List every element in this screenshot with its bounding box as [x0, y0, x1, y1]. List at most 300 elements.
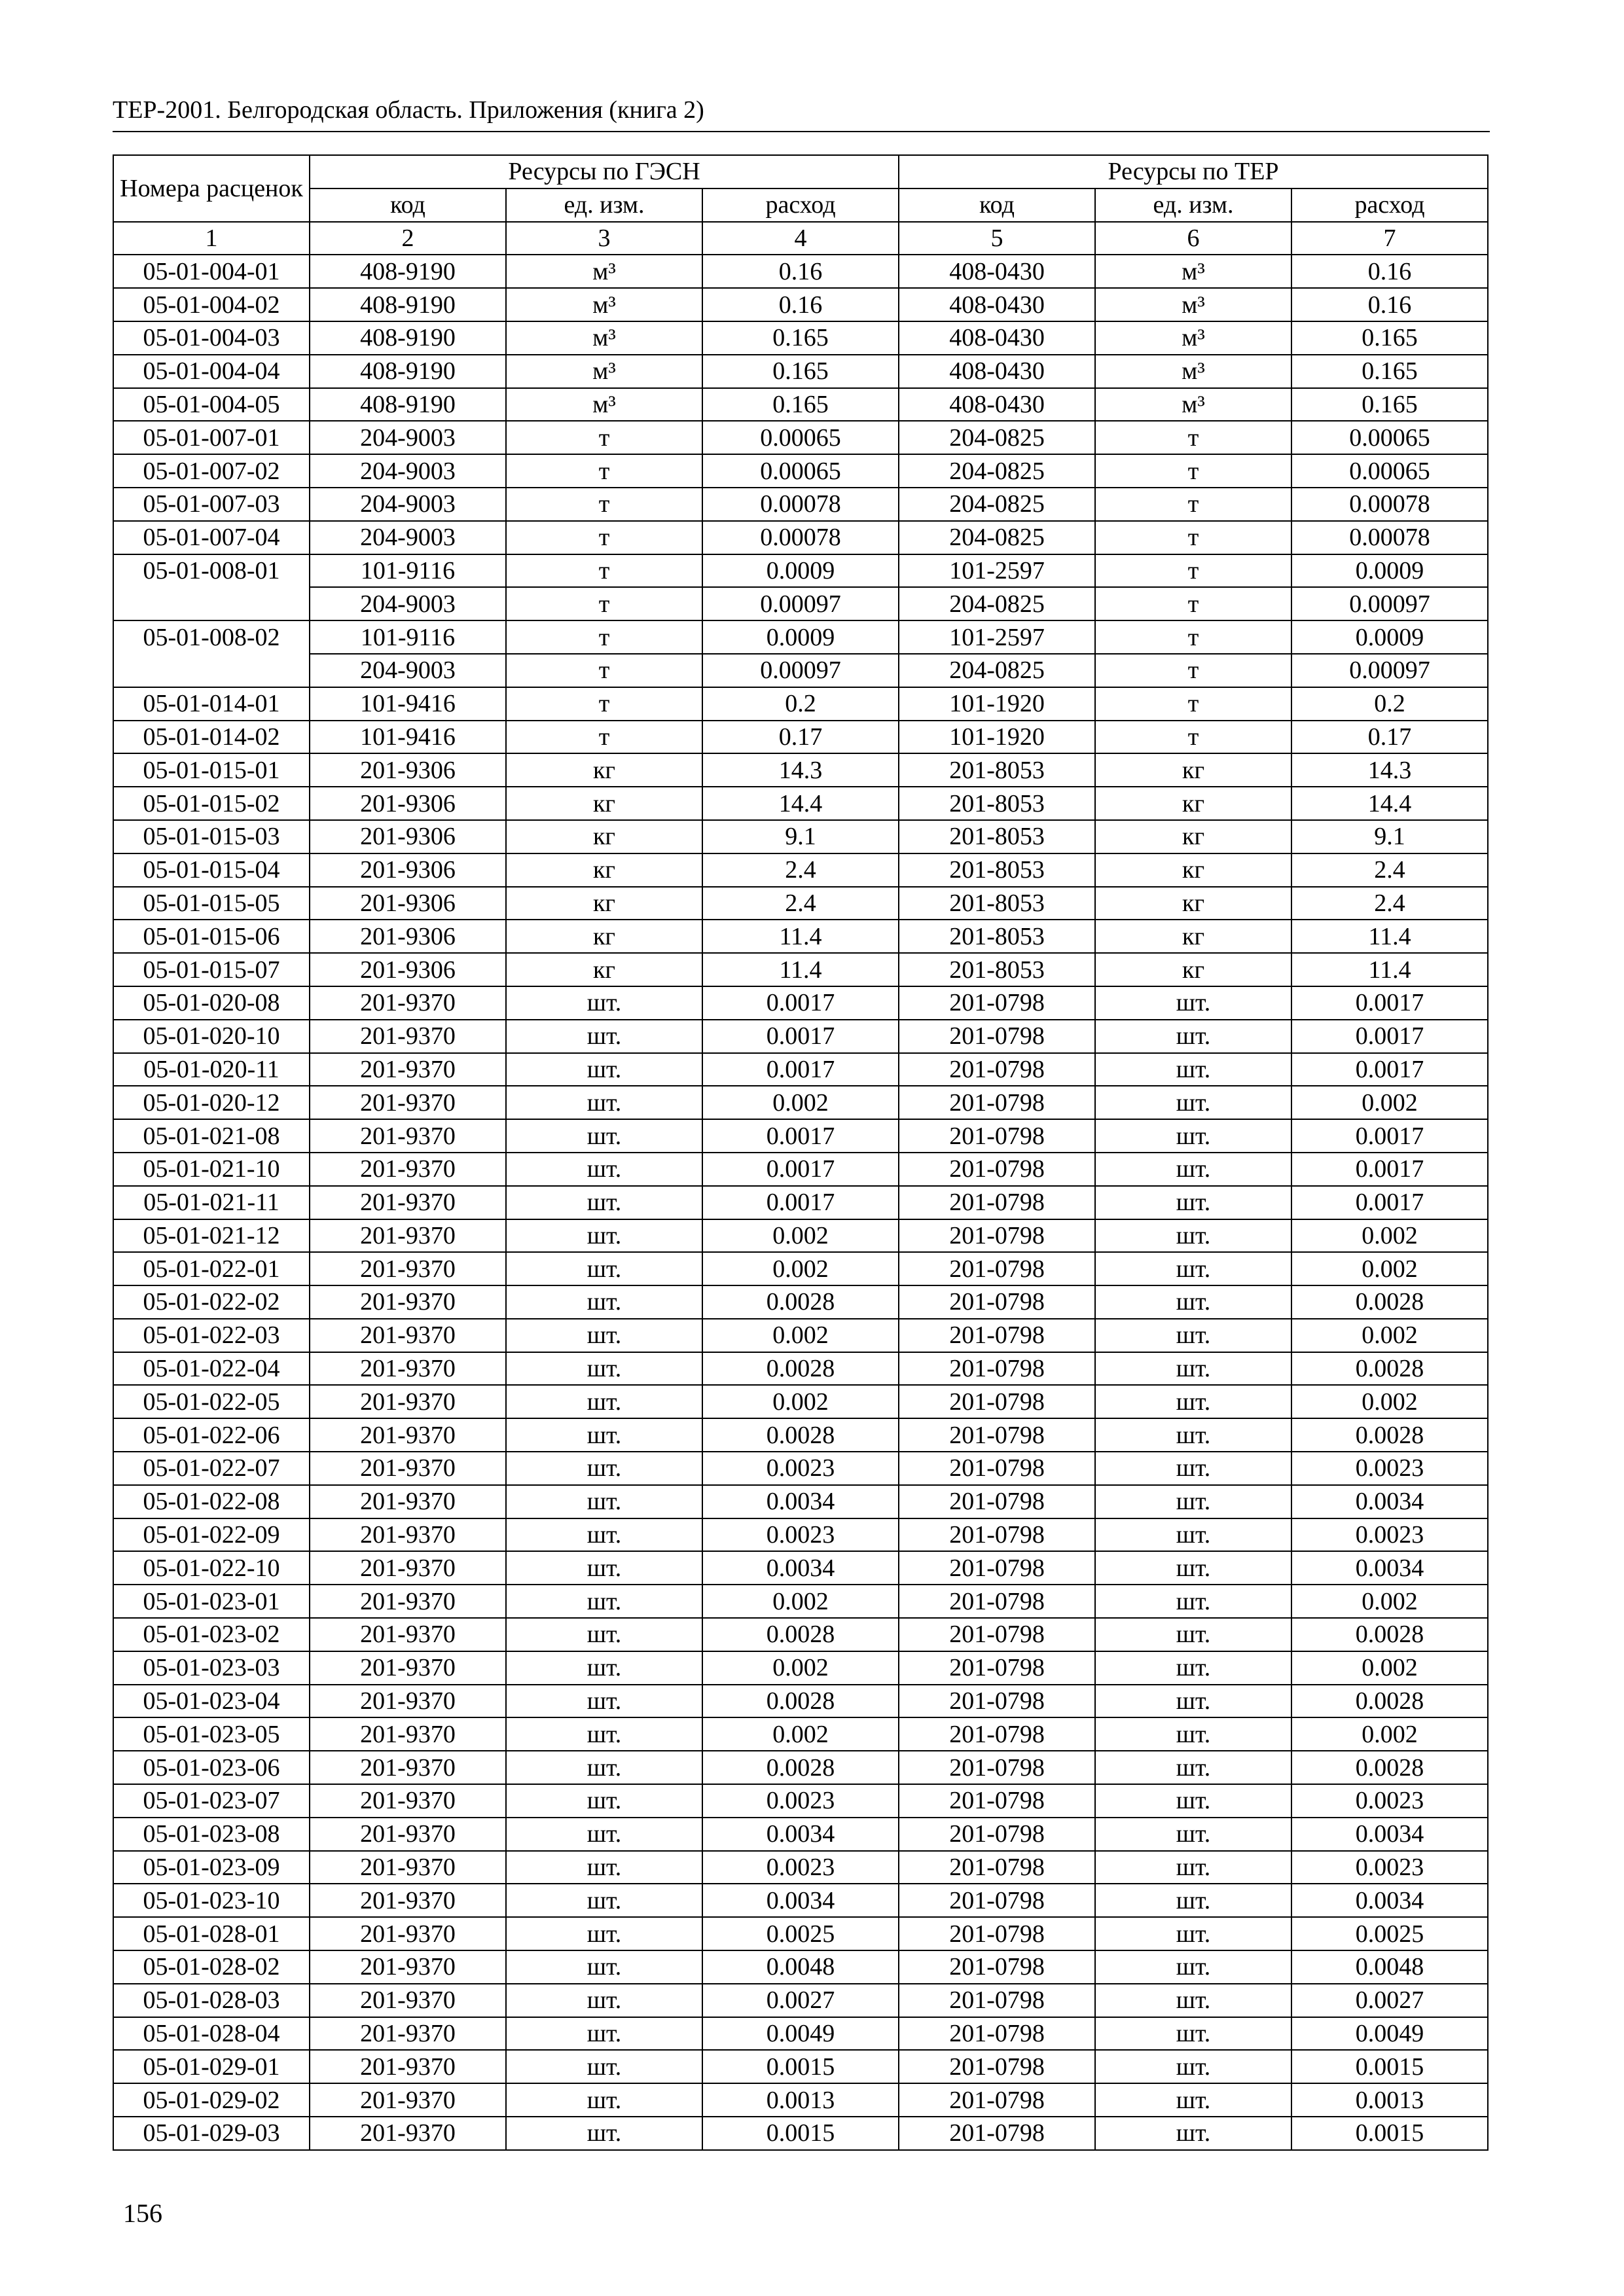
rate-number-cell: 05-01-015-03 — [113, 820, 310, 853]
gesn-code-cell: 201-9370 — [310, 1186, 506, 1219]
table-row — [113, 820, 1488, 853]
ter-unit-cell: шт. — [1095, 1618, 1291, 1651]
rate-number-cell: 05-01-015-01 — [113, 753, 310, 787]
gesn-code-cell: 101-9116 — [310, 620, 506, 654]
rate-number-cell: 05-01-022-01 — [113, 1252, 310, 1285]
rate-number-cell — [113, 654, 310, 687]
gesn-code-cell: 201-9370 — [310, 1252, 506, 1285]
gesn-amount-cell: 0.0023 — [702, 1518, 899, 1552]
gesn-unit-cell: шт. — [506, 1485, 702, 1518]
ter-unit-cell: шт. — [1095, 1751, 1291, 1784]
rate-number-cell: 05-01-023-07 — [113, 1784, 310, 1818]
table-row — [113, 1818, 1488, 1851]
rate-number-cell: 05-01-023-09 — [113, 1851, 310, 1884]
gesn-unit-cell: шт. — [506, 1518, 702, 1552]
table-row — [113, 1053, 1488, 1086]
gesn-unit-cell: шт. — [506, 2050, 702, 2083]
rate-number-cell: 05-01-020-08 — [113, 986, 310, 1020]
rate-number-cell: 05-01-022-07 — [113, 1452, 310, 1485]
table-row — [113, 1751, 1488, 1784]
ter-code-cell: 201-0798 — [899, 2117, 1095, 2150]
ter-unit-cell: шт. — [1095, 1119, 1291, 1153]
gesn-code-cell: 201-9370 — [310, 1319, 506, 1352]
ter-amount-cell: 0.0027 — [1291, 1984, 1488, 2017]
ter-unit-cell: шт. — [1095, 1452, 1291, 1485]
rate-number-cell: 05-01-022-03 — [113, 1319, 310, 1352]
rate-number-cell: 05-01-023-02 — [113, 1618, 310, 1651]
table-row — [113, 1784, 1488, 1818]
ter-unit-cell: шт. — [1095, 986, 1291, 1020]
gesn-unit-cell: т — [506, 687, 702, 721]
ter-code-cell: 201-0798 — [899, 1585, 1095, 1618]
gesn-amount-cell: 0.0023 — [702, 1452, 899, 1485]
ter-code-cell: 201-0798 — [899, 1153, 1095, 1186]
ter-code-cell: 201-8053 — [899, 787, 1095, 820]
ter-unit-cell: т — [1095, 488, 1291, 521]
ter-unit-cell: шт. — [1095, 1053, 1291, 1086]
gesn-unit-cell: т — [506, 421, 702, 454]
gesn-code-cell: 201-9370 — [310, 1984, 506, 2017]
gesn-amount-cell: 0.0028 — [702, 1618, 899, 1651]
rate-number-cell: 05-01-028-03 — [113, 1984, 310, 2017]
table-row — [113, 1585, 1488, 1618]
gesn-unit-cell: т — [506, 620, 702, 654]
ter-amount-cell: 0.0017 — [1291, 986, 1488, 1020]
ter-code-cell: 201-0798 — [899, 1418, 1095, 1452]
ter-amount-cell: 0.16 — [1291, 288, 1488, 321]
ter-code-cell: 201-0798 — [899, 1186, 1095, 1219]
gesn-unit-cell: м³ — [506, 288, 702, 321]
gesn-amount-cell: 0.00097 — [702, 654, 899, 687]
gesn-code-cell: 201-9370 — [310, 1485, 506, 1518]
gesn-amount-cell: 0.165 — [702, 355, 899, 388]
gesn-amount-cell: 0.0028 — [702, 1418, 899, 1452]
ter-unit-cell: т — [1095, 421, 1291, 454]
ter-amount-cell: 0.00078 — [1291, 521, 1488, 554]
gesn-amount-cell: 0.002 — [702, 1651, 899, 1685]
gesn-amount-cell: 0.002 — [702, 1219, 899, 1253]
rate-number-cell: 05-01-004-02 — [113, 288, 310, 321]
rate-number-cell: 05-01-022-04 — [113, 1352, 310, 1386]
rate-number-cell: 05-01-022-09 — [113, 1518, 310, 1552]
gesn-code-cell: 201-9306 — [310, 853, 506, 887]
gesn-unit-cell: шт. — [506, 1851, 702, 1884]
gesn-amount-cell: 0.0034 — [702, 1818, 899, 1851]
rate-number-cell: 05-01-008-02 — [113, 620, 310, 654]
rate-number-cell: 05-01-023-04 — [113, 1685, 310, 1718]
gesn-unit-cell: шт. — [506, 1884, 702, 1917]
gesn-amount-cell: 0.17 — [702, 721, 899, 754]
gesn-amount-cell: 0.0017 — [702, 1186, 899, 1219]
rate-number-cell: 05-01-023-01 — [113, 1585, 310, 1618]
rate-number-cell: 05-01-021-12 — [113, 1219, 310, 1253]
gesn-unit-cell: шт. — [506, 1153, 702, 1186]
ter-code-cell: 201-0798 — [899, 1717, 1095, 1751]
ter-amount-cell: 0.002 — [1291, 1651, 1488, 1685]
rate-number-cell: 05-01-029-03 — [113, 2117, 310, 2150]
ter-amount-cell: 0.0028 — [1291, 1285, 1488, 1319]
ter-amount-cell: 0.165 — [1291, 355, 1488, 388]
ter-code-cell: 204-0825 — [899, 654, 1095, 687]
gesn-code-cell: 201-9370 — [310, 1285, 506, 1319]
gesn-amount-cell: 0.16 — [702, 288, 899, 321]
ter-code-cell: 204-0825 — [899, 521, 1095, 554]
gesn-code-cell: 408-9190 — [310, 321, 506, 355]
gesn-unit-cell: шт. — [506, 1020, 702, 1053]
col-header-gesn: Ресурсы по ГЭСН — [310, 155, 899, 188]
ter-code-cell: 201-0798 — [899, 1452, 1095, 1485]
gesn-amount-cell: 11.4 — [702, 953, 899, 986]
gesn-code-cell: 201-9370 — [310, 1784, 506, 1818]
rate-number-cell: 05-01-015-06 — [113, 920, 310, 953]
gesn-unit-cell: кг — [506, 953, 702, 986]
gesn-code-cell: 201-9370 — [310, 1917, 506, 1950]
ter-amount-cell: 0.0034 — [1291, 1818, 1488, 1851]
ter-code-cell: 201-0798 — [899, 1618, 1095, 1651]
ter-amount-cell: 2.4 — [1291, 887, 1488, 920]
ter-code-cell: 201-0798 — [899, 1385, 1095, 1418]
gesn-code-cell: 201-9370 — [310, 1020, 506, 1053]
gesn-code-cell: 408-9190 — [310, 355, 506, 388]
rate-number-cell: 05-01-004-01 — [113, 255, 310, 288]
ter-amount-cell: 0.0015 — [1291, 2050, 1488, 2083]
table-row — [113, 421, 1488, 454]
gesn-amount-cell: 0.002 — [702, 1086, 899, 1119]
ter-code-cell: 101-2597 — [899, 554, 1095, 588]
ter-unit-cell: шт. — [1095, 1685, 1291, 1718]
rate-number-cell: 05-01-004-05 — [113, 388, 310, 422]
gesn-unit-cell: м³ — [506, 388, 702, 422]
gesn-unit-cell: м³ — [506, 255, 702, 288]
rate-number-cell: 05-01-023-03 — [113, 1651, 310, 1685]
ter-unit-cell: шт. — [1095, 1485, 1291, 1518]
gesn-amount-cell: 0.0013 — [702, 2083, 899, 2117]
ter-code-cell: 204-0825 — [899, 454, 1095, 488]
table-row — [113, 2117, 1488, 2150]
table-row — [113, 1917, 1488, 1950]
gesn-code-cell: 201-9370 — [310, 1851, 506, 1884]
column-number-row — [113, 222, 1488, 255]
gesn-unit-cell: шт. — [506, 1717, 702, 1751]
gesn-unit-cell: кг — [506, 820, 702, 853]
ter-code-cell: 201-0798 — [899, 1651, 1095, 1685]
rate-number-cell: 05-01-022-10 — [113, 1551, 310, 1585]
rate-number-cell: 05-01-020-11 — [113, 1053, 310, 1086]
gesn-amount-cell: 14.3 — [702, 753, 899, 787]
gesn-unit-cell: шт. — [506, 1385, 702, 1418]
ter-amount-cell: 0.00097 — [1291, 654, 1488, 687]
ter-code-cell: 201-0798 — [899, 986, 1095, 1020]
ter-code-cell: 201-0798 — [899, 1020, 1095, 1053]
ter-unit-cell: шт. — [1095, 1153, 1291, 1186]
ter-amount-cell: 0.0028 — [1291, 1685, 1488, 1718]
gesn-unit-cell: шт. — [506, 1984, 702, 2017]
ter-code-cell: 201-0798 — [899, 1950, 1095, 1984]
col-header-gesn-code: код — [310, 188, 506, 222]
ter-unit-cell: шт. — [1095, 1784, 1291, 1818]
gesn-amount-cell: 0.0023 — [702, 1851, 899, 1884]
ter-unit-cell: шт. — [1095, 1651, 1291, 1685]
rate-number-cell: 05-01-008-01 — [113, 554, 310, 588]
table-row — [113, 986, 1488, 1020]
ter-amount-cell: 14.3 — [1291, 753, 1488, 787]
gesn-amount-cell: 0.0048 — [702, 1950, 899, 1984]
table-row — [113, 1851, 1488, 1884]
gesn-amount-cell: 0.165 — [702, 321, 899, 355]
ter-unit-cell: шт. — [1095, 2117, 1291, 2150]
table-row — [113, 1252, 1488, 1285]
rate-number-cell: 05-01-015-02 — [113, 787, 310, 820]
table-row — [113, 288, 1488, 321]
table-row — [113, 920, 1488, 953]
gesn-code-cell: 201-9370 — [310, 1685, 506, 1718]
ter-code-cell: 201-8053 — [899, 753, 1095, 787]
gesn-unit-cell: м³ — [506, 321, 702, 355]
rate-number-cell: 05-01-004-04 — [113, 355, 310, 388]
gesn-amount-cell: 0.0028 — [702, 1685, 899, 1718]
col-header-ter: Ресурсы по ТЕР — [899, 155, 1488, 188]
gesn-amount-cell: 0.002 — [702, 1252, 899, 1285]
ter-code-cell: 201-8053 — [899, 953, 1095, 986]
gesn-amount-cell: 0.0028 — [702, 1352, 899, 1386]
ter-code-cell: 408-0430 — [899, 321, 1095, 355]
gesn-amount-cell: 0.002 — [702, 1585, 899, 1618]
ter-unit-cell: кг — [1095, 887, 1291, 920]
ter-code-cell: 201-8053 — [899, 853, 1095, 887]
gesn-unit-cell: шт. — [506, 1418, 702, 1452]
ter-unit-cell: кг — [1095, 753, 1291, 787]
ter-amount-cell: 0.00065 — [1291, 454, 1488, 488]
table-row — [113, 1884, 1488, 1917]
gesn-amount-cell: 0.0015 — [702, 2117, 899, 2150]
gesn-code-cell: 201-9370 — [310, 2050, 506, 2083]
col-header-ter-code: код — [899, 188, 1095, 222]
rate-number-cell: 05-01-028-04 — [113, 2017, 310, 2051]
gesn-code-cell: 204-9003 — [310, 654, 506, 687]
gesn-amount-cell: 0.00078 — [702, 488, 899, 521]
ter-amount-cell: 0.002 — [1291, 1385, 1488, 1418]
table-row — [113, 255, 1488, 288]
ter-amount-cell: 0.0034 — [1291, 1551, 1488, 1585]
ter-amount-cell: 0.002 — [1291, 1086, 1488, 1119]
table-row — [113, 355, 1488, 388]
col-number: 7 — [1291, 222, 1488, 255]
ter-amount-cell: 0.0009 — [1291, 554, 1488, 588]
gesn-unit-cell: шт. — [506, 1917, 702, 1950]
ter-code-cell: 201-0798 — [899, 2017, 1095, 2051]
rate-number-cell: 05-01-029-02 — [113, 2083, 310, 2117]
ter-code-cell: 201-0798 — [899, 1784, 1095, 1818]
ter-amount-cell: 0.0015 — [1291, 2117, 1488, 2150]
ter-unit-cell: кг — [1095, 820, 1291, 853]
gesn-amount-cell: 0.2 — [702, 687, 899, 721]
gesn-unit-cell: шт. — [506, 1285, 702, 1319]
col-number: 6 — [1095, 222, 1291, 255]
rate-number-cell: 05-01-021-11 — [113, 1186, 310, 1219]
gesn-amount-cell: 0.00065 — [702, 454, 899, 488]
rate-number-cell: 05-01-007-04 — [113, 521, 310, 554]
table-row — [113, 753, 1488, 787]
gesn-amount-cell: 0.002 — [702, 1717, 899, 1751]
ter-code-cell: 201-8053 — [899, 887, 1095, 920]
gesn-code-cell: 408-9190 — [310, 255, 506, 288]
gesn-unit-cell: шт. — [506, 1784, 702, 1818]
ter-amount-cell: 0.002 — [1291, 1252, 1488, 1285]
gesn-unit-cell: т — [506, 521, 702, 554]
table-row — [113, 1418, 1488, 1452]
gesn-code-cell: 201-9370 — [310, 1651, 506, 1685]
gesn-amount-cell: 0.0023 — [702, 1784, 899, 1818]
table-row — [113, 1717, 1488, 1751]
table-row — [113, 853, 1488, 887]
gesn-unit-cell: шт. — [506, 1352, 702, 1386]
ter-unit-cell: шт. — [1095, 1352, 1291, 1386]
gesn-amount-cell: 0.0034 — [702, 1551, 899, 1585]
rate-number-cell: 05-01-020-12 — [113, 1086, 310, 1119]
gesn-unit-cell: кг — [506, 787, 702, 820]
gesn-code-cell: 408-9190 — [310, 288, 506, 321]
gesn-code-cell: 201-9370 — [310, 1418, 506, 1452]
ter-unit-cell: т — [1095, 454, 1291, 488]
ter-unit-cell: шт. — [1095, 1319, 1291, 1352]
gesn-code-cell: 201-9370 — [310, 1153, 506, 1186]
table-body — [113, 255, 1488, 2149]
ter-code-cell: 201-8053 — [899, 920, 1095, 953]
header-rule — [113, 131, 1490, 132]
ter-amount-cell: 0.0028 — [1291, 1751, 1488, 1784]
gesn-unit-cell: кг — [506, 853, 702, 887]
running-header: ТЕР-2001. Белгородская область. Приложения (книга 2) — [113, 96, 704, 124]
table-row — [113, 687, 1488, 721]
ter-code-cell: 101-2597 — [899, 620, 1095, 654]
ter-code-cell: 201-0798 — [899, 1751, 1095, 1784]
gesn-code-cell: 201-9370 — [310, 2117, 506, 2150]
gesn-amount-cell: 0.00078 — [702, 521, 899, 554]
gesn-code-cell: 201-9370 — [310, 1086, 506, 1119]
gesn-amount-cell: 0.00097 — [702, 587, 899, 620]
ter-unit-cell: шт. — [1095, 1984, 1291, 2017]
table-row — [113, 1385, 1488, 1418]
gesn-unit-cell: шт. — [506, 1818, 702, 1851]
gesn-code-cell: 201-9370 — [310, 1585, 506, 1618]
gesn-amount-cell: 0.0017 — [702, 1153, 899, 1186]
gesn-amount-cell: 2.4 — [702, 887, 899, 920]
ter-amount-cell: 0.0025 — [1291, 1917, 1488, 1950]
ter-amount-cell: 0.002 — [1291, 1219, 1488, 1253]
ter-unit-cell: т — [1095, 721, 1291, 754]
ter-code-cell: 201-0798 — [899, 1485, 1095, 1518]
table-row — [113, 1219, 1488, 1253]
ter-amount-cell: 0.00097 — [1291, 587, 1488, 620]
gesn-amount-cell: 0.0025 — [702, 1917, 899, 1950]
rate-number-cell: 05-01-021-08 — [113, 1119, 310, 1153]
ter-unit-cell: шт. — [1095, 1585, 1291, 1618]
rate-number-cell: 05-01-022-02 — [113, 1285, 310, 1319]
table-row — [113, 1685, 1488, 1718]
ter-amount-cell: 2.4 — [1291, 853, 1488, 887]
ter-unit-cell: т — [1095, 620, 1291, 654]
gesn-code-cell: 201-9370 — [310, 1950, 506, 1984]
gesn-code-cell: 408-9190 — [310, 388, 506, 422]
gesn-amount-cell: 0.00065 — [702, 421, 899, 454]
gesn-unit-cell: шт. — [506, 1219, 702, 1253]
ter-amount-cell: 0.0023 — [1291, 1851, 1488, 1884]
gesn-unit-cell: шт. — [506, 1452, 702, 1485]
rate-number-cell: 05-01-021-10 — [113, 1153, 310, 1186]
col-header-ter-unit: ед. изм. — [1095, 188, 1291, 222]
table-row — [113, 554, 1488, 588]
gesn-unit-cell: шт. — [506, 2117, 702, 2150]
rate-number-cell: 05-01-004-03 — [113, 321, 310, 355]
gesn-amount-cell: 0.0017 — [702, 986, 899, 1020]
table-row — [113, 1651, 1488, 1685]
table-row — [113, 654, 1488, 687]
gesn-amount-cell: 0.0017 — [702, 1020, 899, 1053]
gesn-code-cell: 201-9370 — [310, 1219, 506, 1253]
ter-code-cell: 101-1920 — [899, 721, 1095, 754]
gesn-amount-cell: 0.002 — [702, 1319, 899, 1352]
rate-number-cell — [113, 587, 310, 620]
ter-amount-cell: 0.165 — [1291, 321, 1488, 355]
rate-number-cell: 05-01-028-01 — [113, 1917, 310, 1950]
gesn-amount-cell: 0.0009 — [702, 620, 899, 654]
gesn-amount-cell: 0.165 — [702, 388, 899, 422]
gesn-unit-cell: шт. — [506, 1186, 702, 1219]
table-row — [113, 587, 1488, 620]
gesn-code-cell: 204-9003 — [310, 521, 506, 554]
rate-number-cell: 05-01-029-01 — [113, 2050, 310, 2083]
ter-amount-cell: 0.0028 — [1291, 1418, 1488, 1452]
gesn-amount-cell: 0.0017 — [702, 1053, 899, 1086]
gesn-unit-cell: т — [506, 721, 702, 754]
ter-code-cell: 408-0430 — [899, 388, 1095, 422]
gesn-code-cell: 201-9370 — [310, 1818, 506, 1851]
ter-amount-cell: 0.002 — [1291, 1585, 1488, 1618]
table-row — [113, 1551, 1488, 1585]
ter-unit-cell: т — [1095, 587, 1291, 620]
rate-number-cell: 05-01-023-06 — [113, 1751, 310, 1784]
gesn-code-cell: 101-9416 — [310, 721, 506, 754]
ter-amount-cell: 0.2 — [1291, 687, 1488, 721]
rate-number-cell: 05-01-014-01 — [113, 687, 310, 721]
table-row — [113, 488, 1488, 521]
gesn-unit-cell: шт. — [506, 1651, 702, 1685]
gesn-amount-cell: 9.1 — [702, 820, 899, 853]
gesn-code-cell: 204-9003 — [310, 587, 506, 620]
ter-unit-cell: м³ — [1095, 321, 1291, 355]
gesn-unit-cell: шт. — [506, 1618, 702, 1651]
ter-amount-cell: 0.0017 — [1291, 1153, 1488, 1186]
table-row — [113, 1086, 1488, 1119]
ter-code-cell: 201-0798 — [899, 1219, 1095, 1253]
ter-code-cell: 201-0798 — [899, 1818, 1095, 1851]
ter-unit-cell: шт. — [1095, 1950, 1291, 1984]
ter-amount-cell: 0.0034 — [1291, 1884, 1488, 1917]
col-number: 2 — [310, 222, 506, 255]
table-row — [113, 1518, 1488, 1552]
ter-unit-cell: шт. — [1095, 1285, 1291, 1319]
ter-code-cell: 201-8053 — [899, 820, 1095, 853]
ter-code-cell: 201-0798 — [899, 1285, 1095, 1319]
table-row — [113, 953, 1488, 986]
gesn-unit-cell: т — [506, 454, 702, 488]
ter-amount-cell: 0.0048 — [1291, 1950, 1488, 1984]
ter-amount-cell: 0.0049 — [1291, 2017, 1488, 2051]
table-row — [113, 1950, 1488, 1984]
gesn-unit-cell: шт. — [506, 2017, 702, 2051]
col-number: 5 — [899, 222, 1095, 255]
ter-amount-cell: 11.4 — [1291, 953, 1488, 986]
